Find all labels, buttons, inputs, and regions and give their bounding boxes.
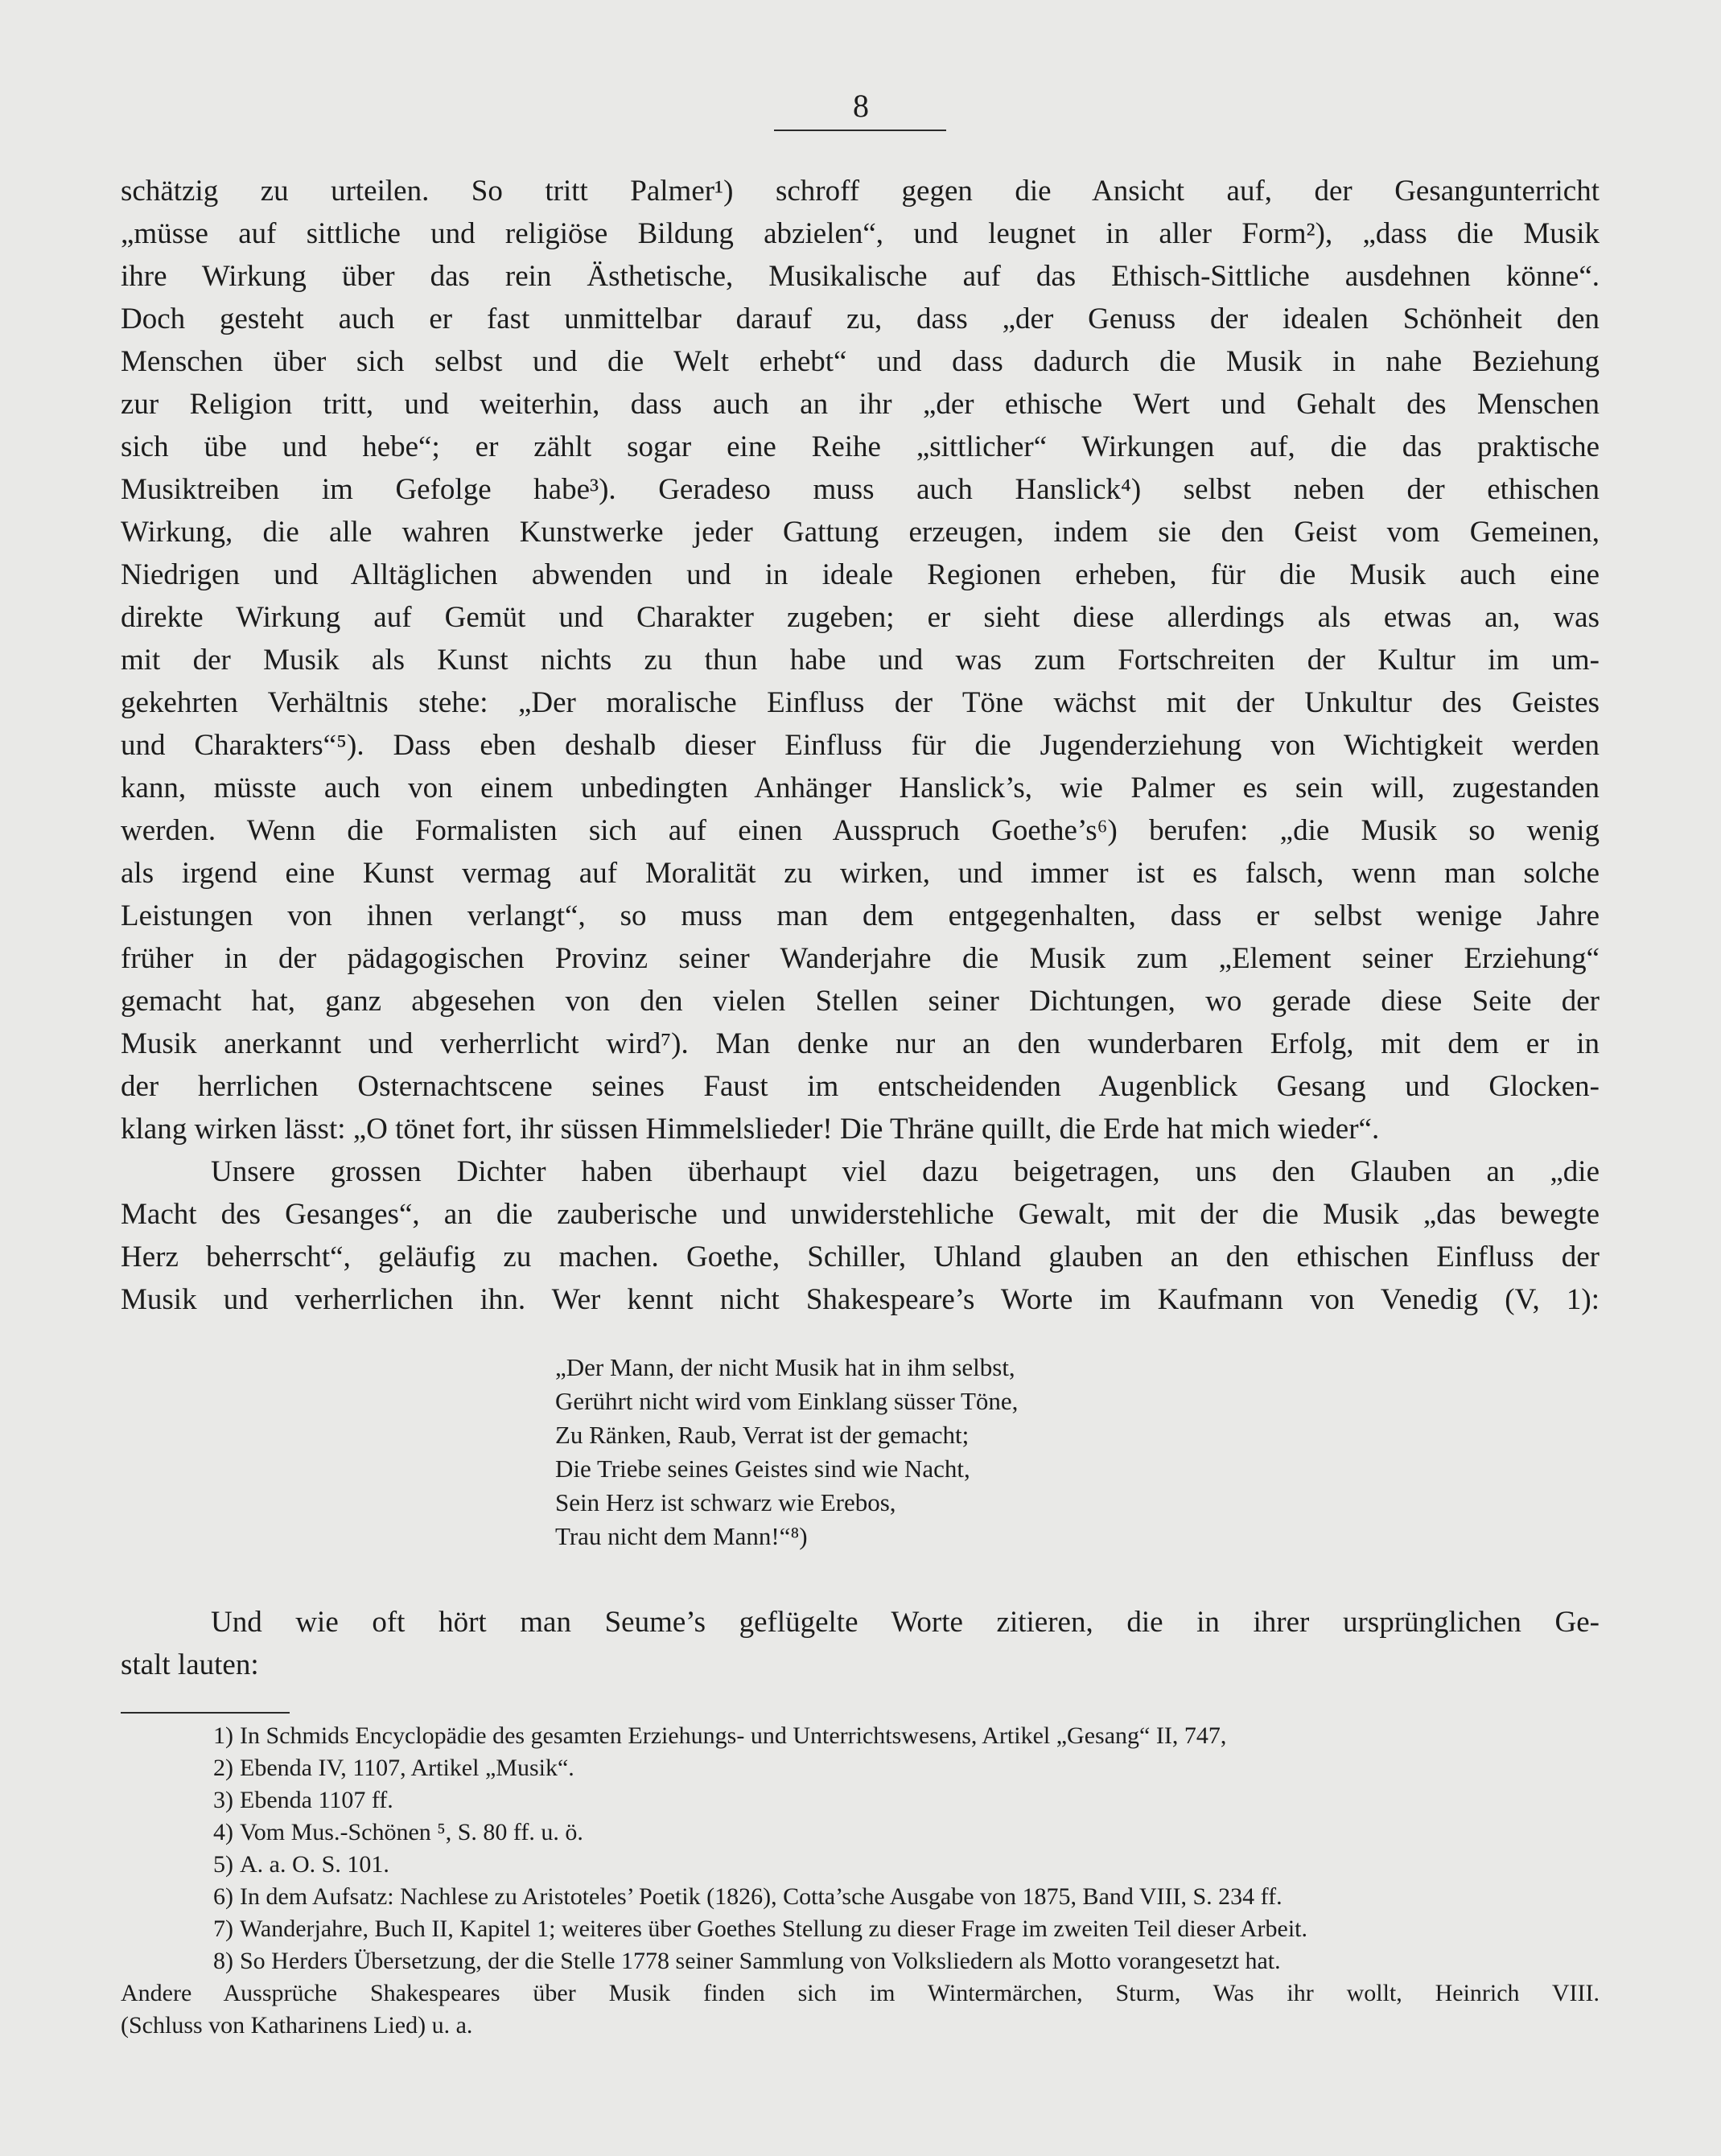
footnote-text: In dem Aufsatz: Nachlese zu Aristoteles’ Poetik (1826), Cotta’sche Ausgabe von 1875, Band VIII, S. 234 ff. <box>240 1883 1283 1910</box>
verse-line: Zu Ränken, Raub, Verrat ist der gemacht; <box>555 1421 970 1449</box>
verse-line: „Der Mann, der nicht Musik hat in ihm selbst, <box>555 1353 1015 1381</box>
footnote-text: In Schmids Encyclopädie des gesamten Erziehungs- und Unterrichtswesens, Artikel „Gesang“ II, 747, <box>240 1722 1227 1749</box>
text-line: mit der Musik als Kunst nichts zu thun habe und was zum Fortschreiten der Kultur im um- <box>121 644 1600 677</box>
text-line: direkte Wirkung auf Gemüt und Charakter zugeben; er sieht diese allerdings als etwas an, was <box>121 601 1600 634</box>
footnote-number: 6) <box>213 1883 233 1910</box>
text-line: sich übe und hebe“; er zählt sogar eine Reihe „sittlicher“ Wirkungen auf, die das praktische <box>121 430 1600 463</box>
text-line: und Charakters“⁵). Dass eben deshalb dieser Einfluss für die Jugenderziehung von Wichtigkeit werden <box>121 729 1600 762</box>
footnote <box>121 1752 1600 1784</box>
verse-line: Die Triebe seines Geistes sind wie Nacht, <box>555 1454 970 1483</box>
text-line: Unsere grossen Dichter haben überhaupt viel dazu beigetragen, uns den Glauben an „die <box>211 1155 1600 1188</box>
footnote-number: 2) <box>213 1755 233 1781</box>
footnote-number: 5) <box>213 1851 233 1878</box>
footnote <box>121 1849 1600 1881</box>
verse-line: Trau nicht dem Mann!“⁸) <box>555 1522 808 1550</box>
page-number: 8 <box>853 88 869 124</box>
text-line: werden. Wenn die Formalisten sich auf einen Ausspruch Goethe’s⁶) berufen: „die Musik so wenig <box>121 814 1600 847</box>
footnote <box>121 1881 1600 1913</box>
footnote-rule <box>121 1712 290 1714</box>
footnote-text: Ebenda 1107 ff. <box>240 1787 393 1813</box>
footnote <box>121 1817 1600 1849</box>
footnote-text: Vom Mus.-Schönen ⁵, S. 80 ff. u. ö. <box>240 1819 583 1845</box>
footnote-number: 8) <box>213 1948 233 1974</box>
text-line: Macht des Gesanges“, an die zauberische und unwiderstehliche Gewalt, mit der die Musik „das bewegte <box>121 1198 1600 1231</box>
text-line: früher in der pädagogischen Provinz seiner Wanderjahre die Musik zum „Element seiner Erziehung“ <box>121 942 1600 975</box>
text-line: Menschen über sich selbst und die Welt erhebt“ und dass dadurch die Musik in nahe Beziehung <box>121 345 1600 378</box>
text-line: „müsse auf sittliche und religiöse Bildung abzielen“, und leugnet in aller Form²), „dass die Musik <box>121 217 1600 250</box>
text-line: Herz beherrscht“, geläufig zu machen. Goethe, Schiller, Uhland glauben an den ethischen Einfluss der <box>121 1241 1600 1273</box>
text-line: Leistungen von ihnen verlangt“, so muss man dem entgegenhalten, dass er selbst wenige Jahre <box>121 899 1600 932</box>
text-line: Musiktreiben im Gefolge habe³). Geradeso muss auch Hanslick⁴) selbst neben der ethischen <box>121 473 1600 506</box>
text-line: schätzig zu urteilen. So tritt Palmer¹) schroff gegen die Ansicht auf, der Gesangunterricht <box>121 175 1600 208</box>
footnote <box>121 1945 1600 1977</box>
text-line: kann, müsste auch von einem unbedingten Anhänger Hanslick’s, wie Palmer es sein will, zugestanden <box>121 771 1600 804</box>
footnote-text: Ebenda IV, 1107, Artikel „Musik“. <box>240 1755 574 1781</box>
footnote-text: Wanderjahre, Buch II, Kapitel 1; weiteres über Goethes Stellung zu dieser Frage im zweiten Teil dieser Arbeit. <box>240 1915 1307 1942</box>
footnote-continuation: (Schluss von Katharinens Lied) u. a. <box>121 2012 473 2039</box>
text-line: gemacht hat, ganz abgesehen von den vielen Stellen seiner Dichtungen, wo gerade diese Seite der <box>121 985 1600 1018</box>
footnote <box>121 1784 1600 1817</box>
footnote-number: 7) <box>213 1915 233 1942</box>
text-line: zur Religion tritt, und weiterhin, dass auch an ihr „der ethische Wert und Gehalt des Menschen <box>121 388 1600 421</box>
page-number-rule <box>774 130 946 131</box>
footnote-number: 3) <box>213 1787 233 1813</box>
text-line: stalt lauten: <box>121 1648 259 1681</box>
footnote-number: 4) <box>213 1819 233 1845</box>
footnote <box>121 1913 1600 1945</box>
verse-line: Sein Herz ist schwarz wie Erebos, <box>555 1488 896 1516</box>
footnote-text: So Herders Übersetzung, der die Stelle 1778 seiner Sammlung von Volksliedern als Motto vorangesetzt hat. <box>240 1948 1281 1974</box>
text-line: Musik und verherrlichen ihn. Wer kennt nicht Shakespeare’s Worte im Kaufmann von Venedig (V, 1): <box>121 1283 1600 1316</box>
text-line: als irgend eine Kunst vermag auf Moralität zu wirken, und immer ist es falsch, wenn man solche <box>121 857 1600 890</box>
text-line: Doch gesteht auch er fast unmittelbar darauf zu, dass „der Genuss der idealen Schönheit den <box>121 302 1600 335</box>
text-line: klang wirken lässt: „O tönet fort, ihr süssen Himmelslieder! Die Thräne quillt, die Erde hat mich wieder“. <box>121 1113 1380 1146</box>
footnote <box>121 1720 1600 1752</box>
text-line: gekehrten Verhältnis stehe: „Der moralische Einfluss der Töne wächst mit der Unkultur des Geistes <box>121 686 1600 719</box>
text-line: Und wie oft hört man Seume’s geflügelte Worte zitieren, die in ihrer ursprünglichen Ge- <box>211 1606 1600 1639</box>
verse-line: Gerührt nicht wird vom Einklang süsser Töne, <box>555 1387 1019 1415</box>
text-line: der herrlichen Osternachtscene seines Faust im entscheidenden Augenblick Gesang und Glocken- <box>121 1070 1600 1103</box>
footnote-continuation: Andere Aussprüche Shakespeares über Musik finden sich im Wintermärchen, Sturm, Was ihr wollt, Heinrich VIII. <box>121 1980 1600 2006</box>
text-line: ihre Wirkung über das rein Ästhetische, Musikalische auf das Ethisch-Sittliche ausdehnen könne“. <box>121 260 1600 293</box>
text-line: Musik anerkannt und verherrlicht wird⁷). Man denke nur an den wunderbaren Erfolg, mit dem er in <box>121 1027 1600 1060</box>
text-line: Niedrigen und Alltäglichen abwenden und in ideale Regionen erheben, für die Musik auch eine <box>121 558 1600 591</box>
footnote-text: A. a. O. S. 101. <box>240 1851 389 1878</box>
footnote-number: 1) <box>213 1722 233 1749</box>
text-line: Wirkung, die alle wahren Kunstwerke jeder Gattung erzeugen, indem sie den Geist vom Gemeinen, <box>121 516 1600 549</box>
